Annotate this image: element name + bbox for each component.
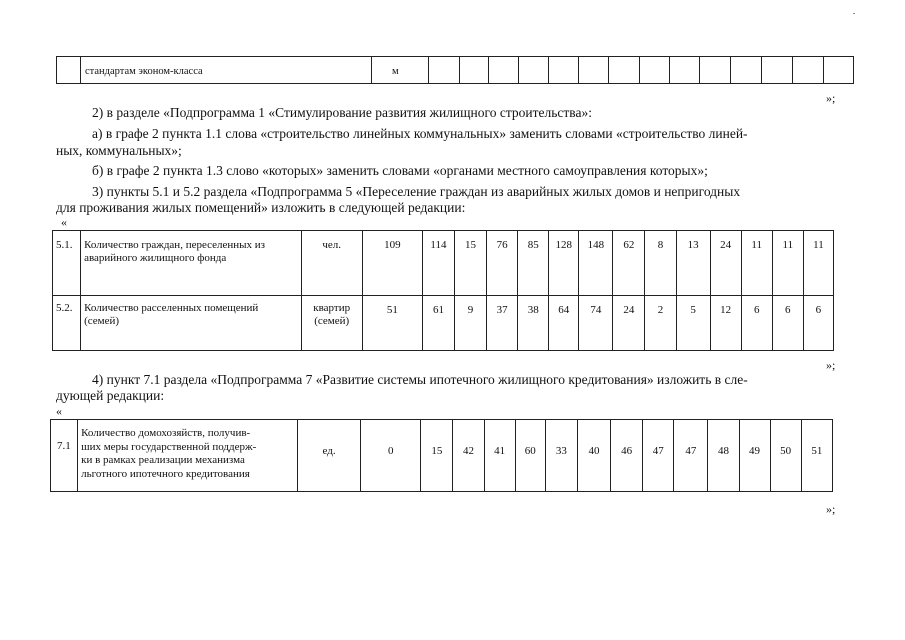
value-cell: 0: [388, 445, 394, 457]
value-cell: 51: [811, 445, 823, 457]
table-row-5-2: [53, 296, 834, 351]
row-number: 7.1: [57, 440, 71, 452]
value-cell: 24: [623, 304, 635, 316]
row-name-line2: (семей): [84, 315, 120, 327]
value-cell: 11: [782, 239, 794, 251]
opening-quote-2: «: [56, 404, 62, 418]
row-number: 5.1.: [56, 239, 73, 251]
value-cell: 49: [749, 445, 761, 457]
value-cell: 50: [780, 445, 792, 457]
value-cell: 11: [751, 239, 763, 251]
paragraph-b: б) в графе 2 пункта 1.3 слово «которых» заменить словами «органами местного самоуправления которых»;: [92, 163, 708, 178]
value-cell: 15: [431, 445, 443, 457]
closing-quote-3: »;: [826, 502, 836, 516]
value-cell: 24: [720, 239, 732, 251]
paragraph-a-line2: ных, коммунальных»;: [56, 143, 182, 158]
value-cell: 15: [465, 239, 477, 251]
paragraph-4-line1: 4) пункт 7.1 раздела «Подпрограмма 7 «Развитие системы ипотечного жилищного кредитования» изложить в сле-: [92, 372, 748, 387]
value-cell: 61: [432, 304, 444, 316]
value-cell: 33: [555, 445, 567, 457]
table-subprogram-7: [50, 419, 833, 492]
top-row-text: стандартам эконом-класса: [85, 66, 203, 77]
row-unit-line2: (семей): [314, 315, 350, 327]
value-cell: 85: [527, 239, 539, 251]
value-cell: 74: [590, 304, 602, 316]
table-subprogram-5: [52, 230, 834, 351]
row-name-line2: аварийного жилищного фонда: [84, 252, 227, 264]
value-cell: 148: [587, 239, 605, 251]
value-cell: 62: [623, 239, 635, 251]
value-cell: 38: [527, 304, 539, 316]
value-cell: 60: [524, 445, 536, 457]
row-name-line4: льготного ипотечного кредитования: [81, 467, 250, 480]
value-cell: 64: [558, 304, 570, 316]
paragraph-2: 2) в разделе «Подпрограмма 1 «Стимулирование развития жилищного строительства»:: [92, 105, 592, 120]
paragraph-3-line2: для проживания жилых помещений» изложить в следующей редакции:: [56, 200, 466, 215]
top-row-unit: м: [392, 66, 399, 77]
value-cell: 47: [652, 445, 664, 457]
value-cell: 48: [717, 445, 729, 457]
value-cell: 6: [785, 304, 791, 316]
value-cell: 37: [496, 304, 508, 316]
value-cell: 76: [496, 239, 508, 251]
value-cell: 11: [813, 239, 824, 251]
table-row-5-1: [53, 231, 834, 296]
value-cell: 8: [657, 239, 664, 251]
row-unit-line1: квартир: [313, 302, 351, 314]
scan-speck: [853, 13, 855, 14]
value-cell: 46: [621, 445, 633, 457]
value-cell: 6: [815, 304, 822, 316]
value-cell: 128: [555, 239, 573, 251]
row-name-line1: Количество домохозяйств, получив-: [81, 427, 251, 439]
value-cell: 109: [384, 239, 401, 251]
paragraph-4-line2: дующей редакции:: [56, 388, 165, 403]
value-cell: 47: [685, 445, 697, 457]
row-unit-line1: чел.: [322, 239, 342, 251]
value-cell: 42: [463, 445, 475, 457]
value-cell: 9: [467, 304, 474, 316]
paragraph-3-line1: 3) пункты 5.1 и 5.2 раздела «Подпрограмма 5 «Переселение граждан из аварийных жилых домов и непригодных: [92, 184, 741, 199]
value-cell: 12: [720, 304, 732, 316]
value-cell: 41: [494, 445, 506, 457]
row-number: 5.2.: [56, 302, 73, 314]
paragraph-a-line1: а) в графе 2 пункта 1.1 слова «строительство линейных коммунальных» заменить словами «строительство линей-: [92, 126, 748, 141]
closing-quote-1: »;: [826, 91, 836, 105]
value-cell: 13: [687, 239, 699, 251]
table-row-7-1: [51, 420, 833, 492]
row-name-line1: Количество граждан, переселенных из: [84, 239, 266, 251]
row-unit: ед.: [322, 445, 336, 457]
row-name-line3: ки в рамках реализации механизма: [81, 454, 245, 466]
value-cell: 5: [690, 304, 696, 316]
value-cell: 40: [588, 445, 600, 457]
value-cell: 114: [430, 239, 447, 251]
closing-quote-2: »;: [826, 358, 836, 372]
row-name-line1: Количество расселенных помещений: [84, 302, 259, 314]
value-cell: 6: [753, 304, 760, 316]
value-cell: 51: [386, 304, 398, 316]
value-cell: 2: [657, 304, 664, 316]
opening-quote-1: «: [61, 215, 67, 229]
top-table-fragment: [56, 56, 854, 84]
row-name-line2: ших меры государственной поддерж-: [81, 440, 257, 453]
